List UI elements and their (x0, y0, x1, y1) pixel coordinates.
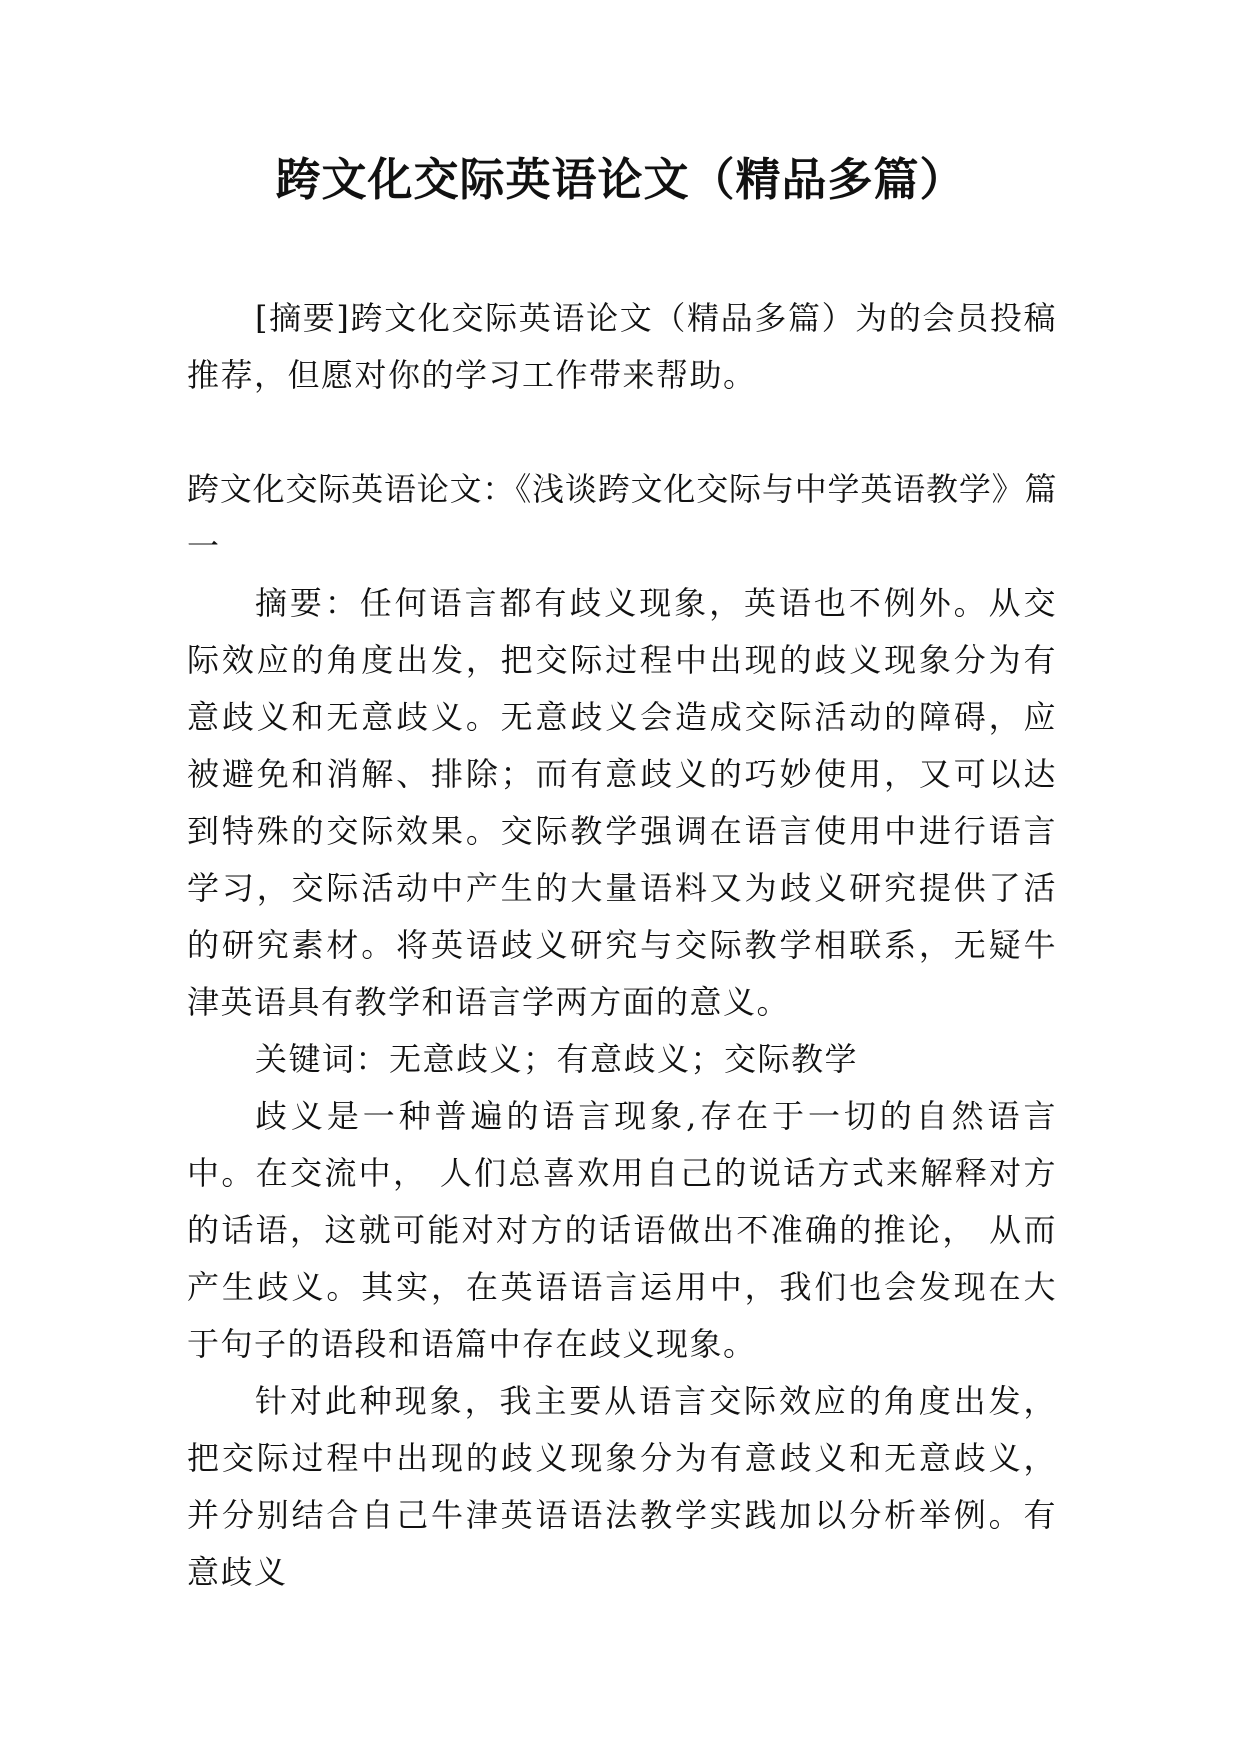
document-title: 跨文化交际英语论文（精品多篇） (275, 153, 966, 206)
body-paragraph-1: 歧义是一种普遍的语言现象,存在于一切的自然语言中。在交流中， 人们总喜欢用自己的说话方式来解释对方的话语，这就可能对对方的话语做出不准确的推论， 从而产生歧义。其实，在英语语言运用中，我们也会发现在大于句子的语段和语篇中存在歧义现象。 (187, 1097, 1057, 1363)
document-body (187, 290, 1057, 1601)
body-paragraph-2: 针对此种现象，我主要从语言交际效应的角度出发，把交际过程中出现的歧义现象分为有意歧义和无意歧义，并分别结合自己牛津英语语法教学实践加以分析举例。有意歧义 (187, 1382, 1057, 1591)
section-heading: 跨文化交际英语论文：《浅谈跨文化交际与中学英语教学》篇一 (187, 470, 1057, 565)
summary-paragraph: [摘要]跨文化交际英语论文（精品多篇）为的会员投稿推荐，但愿对你的学习工作带来帮助。 (187, 299, 1057, 394)
abstract-paragraph: 摘要：任何语言都有歧义现象，英语也不例外。从交际效应的角度出发，把交际过程中出现的歧义现象分为有意歧义和无意歧义。无意歧义会造成交际活动的障碍，应被避免和消解、排除；而有意歧义的巧妙使用，又可以达到特殊的交际效果。交际教学强调在语言使用中进行语言学习，交际活动中产生的大量语料又为歧义研究提供了活的研究素材。将英语歧义研究与交际教学相联系，无疑牛津英语具有教学和语言学两方面的意义。 (187, 584, 1057, 1021)
keywords-line: 关键词：无意歧义；有意歧义；交际教学 (255, 1040, 859, 1078)
